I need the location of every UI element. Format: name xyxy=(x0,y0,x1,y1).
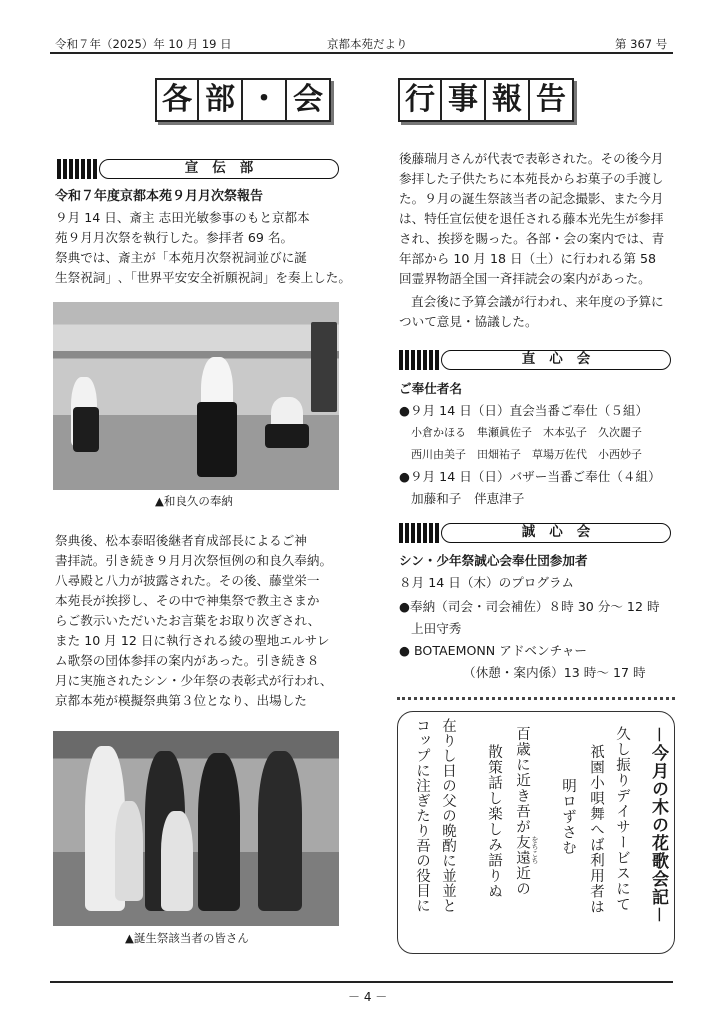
poem-line: 百歳に近き吾が友遠近の xyxy=(514,726,530,897)
body-line: また 10 月 12 日に執行される綾の聖地エルサレ xyxy=(55,633,330,648)
program-item: ●奉納（司会・司会補佐）８時 30 分～ 12 時 xyxy=(399,599,660,614)
names-line: 小倉かほる 隼瀬眞佐子 木本弘子 久次麗子 xyxy=(411,426,642,439)
poem-line: 祇園小唄舞へば利用者は xyxy=(588,744,604,915)
poem-line: 明ロずさむ xyxy=(560,778,576,856)
program-detail: （休憩・案内係）13 時～ 17 時 xyxy=(463,665,646,680)
photo-caption: ▲和良久の奉納 xyxy=(155,494,233,508)
service-item: ●９月 14 日（日）直会当番ご奉仕（５組） xyxy=(399,403,649,418)
program-item: ● BOTAEMONN アドベンチャー xyxy=(399,643,588,658)
photo-warakyu-performance xyxy=(53,302,339,490)
page-number: － 4 － xyxy=(348,990,388,1004)
names-line: 上田守秀 xyxy=(411,621,462,636)
names-line: 加藤和子 伴恵津子 xyxy=(411,491,525,506)
body-line: 年部から 10 月 18 日（土）に行われる第 58 xyxy=(399,251,656,266)
body-line: 本苑長が挨拶し、その中で神集祭で教主さまか xyxy=(55,593,320,608)
footer-rule xyxy=(50,981,673,983)
title-char: 事 xyxy=(442,78,486,122)
service-item: ●９月 14 日（日）バザー当番ご奉仕（４組） xyxy=(399,469,661,484)
body-line: 後藤瑞月さんが代表で表彰された。その後今月 xyxy=(399,151,664,166)
body-line: 回霊界物語全国一斉拝読会の案内があった。 xyxy=(399,271,651,286)
title-char: 会 xyxy=(287,78,331,122)
section-stripes xyxy=(399,523,439,543)
issue-number: 第 367 号 xyxy=(615,37,668,51)
body-line: 月に実施されたシン・少年祭の表彰式が行われ、 xyxy=(55,673,333,688)
section-bar-jikishin xyxy=(399,349,671,371)
dotted-divider xyxy=(397,697,675,700)
body-line: らご教示いただいたお言葉をお取り次ぎされ、 xyxy=(55,613,321,628)
header-rule xyxy=(50,52,673,54)
body-line: ついて意見・協議した。 xyxy=(399,314,538,329)
body-line: ９月 14 日、斎主 志田光敏参事のもと京都本 xyxy=(55,210,310,225)
title-right xyxy=(398,78,574,122)
body-line: ム歌祭の団体参拝の案内があった。引き続き８ xyxy=(55,653,320,668)
body-line: た。９月の誕生祭該当者の記念撮影、また今月 xyxy=(399,191,664,206)
poem-line: 在りし日の父の晩酌に並並と xyxy=(440,718,456,913)
body-line: 書拝読。引き続き９月月次祭恒例の和良久奉納。 xyxy=(55,553,333,568)
poem-line: コップに注ぎたり吾の役目に xyxy=(414,718,430,913)
title-char: 部 xyxy=(199,78,243,122)
publication-name: 京都本苑だより xyxy=(327,37,408,51)
section-bar-seishin xyxy=(399,522,671,544)
section-stripes xyxy=(399,350,439,370)
subheading: シン・少年祭誠心会奉仕団参加者 xyxy=(399,553,588,568)
title-char: 告 xyxy=(530,78,574,122)
title-char: 報 xyxy=(486,78,530,122)
title-left xyxy=(155,78,331,122)
body-line: 直会後に予算会議が行われ、来年度の予算に xyxy=(411,294,664,309)
body-line: 祭典後、松本泰昭後継者育成部長によるご神 xyxy=(55,533,307,548)
section-title: 誠心会 xyxy=(441,523,671,543)
subheading: ご奉仕者名 xyxy=(399,381,462,396)
title-char: ・ xyxy=(243,78,287,122)
poem-line: 散策話し楽しみ語りぬ xyxy=(486,744,502,899)
issue-date: 令和７年（2025）年 10 月 19 日 xyxy=(55,37,232,51)
poem-title: －今月の木の花歌会記－ xyxy=(648,726,668,924)
body-line: 八尋殿と八力が披露された。その後、藤堂栄一 xyxy=(55,573,320,588)
section-title: 直心会 xyxy=(441,350,671,370)
body-line: され、挨拶を賜った。各部・会の案内では、青 xyxy=(399,231,665,246)
body-line: 参拝した子供たちに本苑長からお菓子の手渡し xyxy=(399,171,664,186)
body-line: 生祭祝詞」､「世界平安安全祈願祝詞」を奏上した。 xyxy=(55,270,351,285)
body-line: 祭典では、斎主が「本苑月次祭祝詞並びに誕 xyxy=(55,250,307,265)
photo-caption: ▲誕生祭該当者の皆さん xyxy=(125,931,249,945)
section-stripes xyxy=(57,159,97,179)
poem-line: 久し振りデイサービスにて xyxy=(614,726,630,912)
photo-birthday-group xyxy=(53,731,339,926)
program-date: ８月 14 日（木）のプログラム xyxy=(399,575,575,590)
body-line: は、特任宣伝使を退任される藤本光先生が参拝 xyxy=(399,211,664,226)
names-line: 西川由美子 田畑祐子 草場万佐代 小西妙子 xyxy=(411,448,642,461)
section-title: 宣伝部 xyxy=(99,159,339,179)
section-bar-senden xyxy=(57,158,339,180)
body-line: 京都本苑が模擬祭典第３位となり、出場した xyxy=(55,693,307,708)
poem-box xyxy=(397,711,675,954)
title-char: 各 xyxy=(155,78,199,122)
poem-ruby: をちこち xyxy=(531,836,539,864)
body-line: 苑９月月次祭を執行した。参拝者 69 名。 xyxy=(55,230,294,245)
article-heading: 令和７年度京都本苑９月月次祭報告 xyxy=(55,189,264,204)
title-char: 行 xyxy=(398,78,442,122)
